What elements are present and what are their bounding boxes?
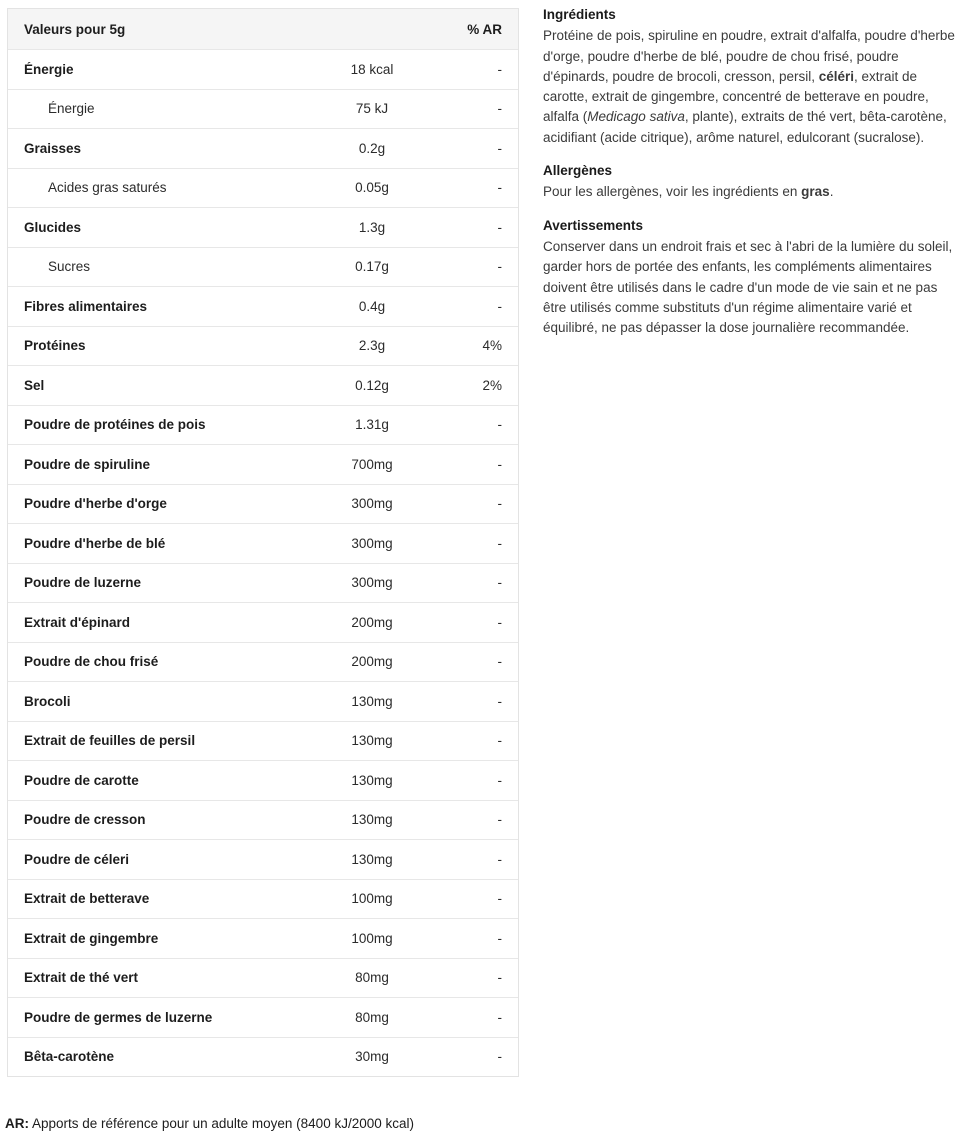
table-row [8, 800, 518, 840]
row-value: 1.3g [358, 219, 386, 235]
row-value: 200mg [351, 654, 393, 670]
row-value: 700mg [351, 456, 393, 472]
table-row [8, 207, 518, 247]
ingredients-heading: Ingrédients [543, 7, 616, 22]
row-label: Brocoli [24, 693, 71, 709]
row-label: Graisses [24, 140, 82, 156]
info-column [543, 5, 955, 351]
row-value: 130mg [351, 851, 393, 867]
table-row [8, 168, 518, 208]
row-label: Extrait de gingembre [24, 930, 159, 946]
table-body [8, 49, 518, 1076]
row-ar: - [497, 891, 502, 907]
row-value: 130mg [351, 693, 393, 709]
row-label: Extrait d'épinard [24, 614, 130, 630]
row-ar: - [497, 61, 502, 77]
row-label: Poudre de luzerne [24, 575, 142, 591]
row-value: 1.31g [355, 417, 389, 433]
row-value: 200mg [351, 614, 393, 630]
row-ar: - [497, 733, 502, 749]
row-ar: - [497, 496, 502, 512]
table-row [8, 839, 518, 879]
row-label: Acides gras saturés [48, 180, 167, 196]
row-ar: - [497, 575, 502, 591]
row-value: 75 kJ [355, 101, 389, 117]
row-label: Glucides [24, 219, 82, 235]
table-row [8, 642, 518, 682]
row-value: 80mg [355, 1009, 389, 1025]
table-row [8, 484, 518, 524]
row-ar: - [497, 654, 502, 670]
row-ar: - [497, 970, 502, 986]
table-row [8, 958, 518, 998]
row-value: 300mg [351, 535, 393, 551]
row-label: Poudre d'herbe d'orge [24, 496, 167, 512]
row-label: Poudre de germes de luzerne [24, 1009, 213, 1025]
table-row [8, 89, 518, 129]
row-ar: - [497, 1049, 502, 1065]
row-label: Poudre de carotte [24, 772, 139, 788]
row-ar: - [497, 930, 502, 946]
row-value: 130mg [351, 733, 393, 749]
nutrition-table [7, 8, 519, 1077]
row-label: Poudre de spiruline [24, 456, 151, 472]
allergens-text: Pour les allergènes, voir les ingrédients en gras. [543, 184, 834, 200]
row-value: 2.3g [358, 338, 386, 354]
table-row [8, 681, 518, 721]
table-header-ar-label: % AR [467, 21, 502, 37]
table-row [8, 918, 518, 958]
row-ar: - [497, 693, 502, 709]
row-ar: - [497, 812, 502, 828]
row-ar: - [497, 101, 502, 117]
ingredients-text: Protéine de pois, spiruline en poudre, extrait d'alfalfa, poudre d'herbe d'orge, poudre d'herbe de blé, poudre de chou frisé, poudre d'épinards, poudre de brocoli, cresson, persil, céléri, extrait de carotte, extrait de gingembre, concentré de betterave en poudre, alfalfa (Medicago sativa, plante), extraits de thé vert, bêta-carotène, acidifiant (acide citrique), arôme naturel, edulcorant (sucralose). [543, 28, 955, 145]
warnings-heading: Avertissements [543, 217, 644, 233]
table-header-label: Valeurs pour 5g [24, 21, 126, 37]
row-ar: - [497, 535, 502, 551]
row-label: Poudre de protéines de pois [24, 417, 206, 433]
table-row [8, 247, 518, 287]
table-row [8, 879, 518, 919]
row-value: 0.12g [355, 377, 389, 393]
row-value: 300mg [351, 575, 393, 591]
row-label: Sel [24, 377, 45, 393]
row-value: 0.2g [358, 140, 386, 156]
row-label: Fibres alimentaires [24, 298, 148, 314]
table-row [8, 128, 518, 168]
row-label: Poudre de cresson [24, 812, 146, 828]
table-row [8, 405, 518, 445]
row-ar: 2% [482, 377, 502, 393]
table-row [8, 523, 518, 563]
table-row [8, 326, 518, 366]
table-row [8, 444, 518, 484]
row-ar: - [497, 772, 502, 788]
row-label: Sucres [48, 259, 91, 275]
row-value: 0.05g [355, 180, 389, 196]
row-label: Protéines [24, 338, 86, 354]
row-label: Poudre d'herbe de blé [24, 535, 166, 551]
table-row [8, 721, 518, 761]
row-ar: - [497, 298, 502, 314]
table-row [8, 563, 518, 603]
row-ar: - [497, 417, 502, 433]
row-value: 130mg [351, 772, 393, 788]
row-ar: - [497, 219, 502, 235]
table-row [8, 1037, 518, 1077]
row-ar: - [497, 180, 502, 196]
row-label: Bêta-carotène [24, 1049, 115, 1065]
table-row [8, 997, 518, 1037]
row-ar: 4% [482, 338, 502, 354]
row-value: 0.17g [355, 259, 389, 275]
row-ar: - [497, 614, 502, 630]
row-label: Extrait de betterave [24, 891, 150, 907]
row-ar: - [497, 259, 502, 275]
row-ar: - [497, 851, 502, 867]
row-label: Extrait de thé vert [24, 970, 139, 986]
row-value: 0.4g [358, 298, 386, 314]
row-ar: - [497, 140, 502, 156]
row-value: 30mg [355, 1049, 389, 1065]
allergens-heading: Allergènes [543, 163, 613, 179]
row-value: 300mg [351, 496, 393, 512]
row-value: 18 kcal [350, 61, 394, 77]
table-row [8, 286, 518, 326]
row-value: 100mg [351, 930, 393, 946]
row-value: 80mg [355, 970, 389, 986]
row-ar: - [497, 1009, 502, 1025]
row-value: 130mg [351, 812, 393, 828]
table-row [8, 602, 518, 642]
row-label: Énergie [24, 61, 74, 77]
row-label: Extrait de feuilles de persil [24, 733, 196, 749]
row-label: Poudre de chou frisé [24, 654, 159, 670]
table-header-row [8, 9, 518, 49]
reference-footnote: AR: Apports de référence pour un adulte moyen (8400 kJ/2000 kcal) [5, 1116, 414, 1131]
row-ar: - [497, 456, 502, 472]
row-value: 100mg [351, 891, 393, 907]
table-row [8, 49, 518, 89]
row-label: Énergie [48, 101, 95, 117]
warnings-text: Conserver dans un endroit frais et sec à l'abri de la lumière du soleil, garder hors de portée des enfants, les compléments alimentaires doivent être utilisés dans le cadre d'un mode de vie sain et ne pas être utilisés comme substituts d'un régime alimentaire varié et équilibré, ne pas dépasser la dose journalière recommandée. [543, 238, 953, 336]
row-label: Poudre de céleri [24, 851, 130, 867]
table-row [8, 365, 518, 405]
table-row [8, 760, 518, 800]
